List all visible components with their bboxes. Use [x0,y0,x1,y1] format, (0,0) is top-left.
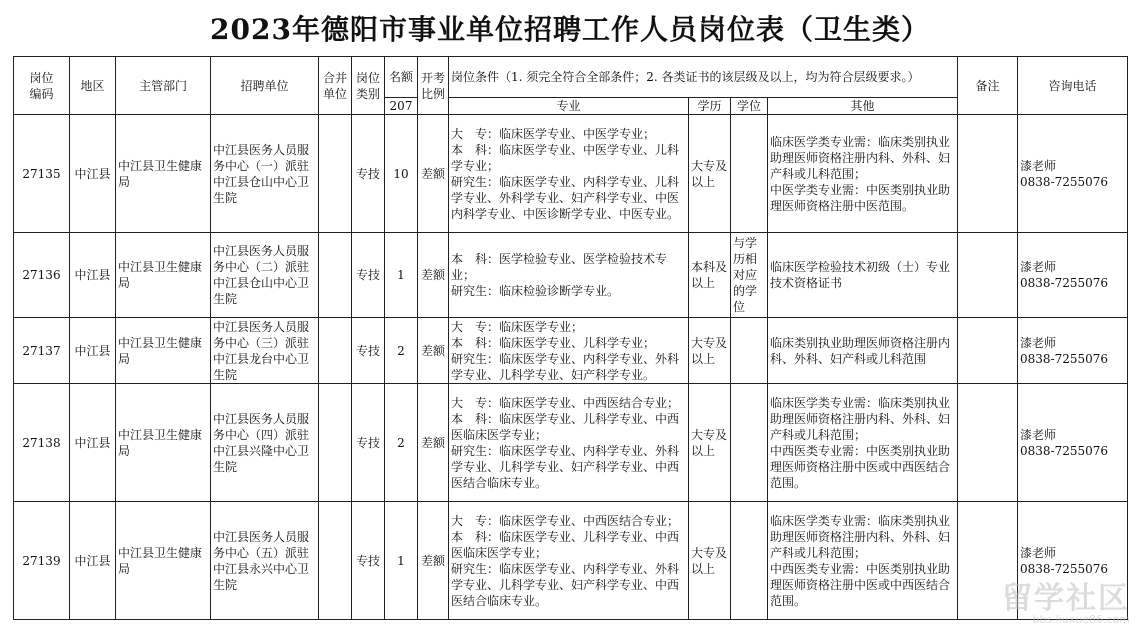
phone-cell: 漆老师 0838-7255076 [1018,233,1128,318]
category-cell: 专技 [352,384,385,502]
major-cell: 大 专：临床医学专业、中医学专业； 本 科：临床医学专业、中医学专业、儿科学专业； 研究生：临床医学专业、内科学专业、儿科学专业、外科学专业、妇产科学专业、中医内科学专业、中医诊断学专业、中医专业。 [449,115,689,233]
ratio-cell: 差额 [418,115,449,233]
ratio-cell: 差额 [418,384,449,502]
table-row [14,115,1128,233]
area-cell: 中江县 [70,384,116,502]
merged-cell [319,115,352,233]
area-cell: 中江县 [70,318,116,384]
degree-cell: 与学历相对应的学位 [731,233,768,318]
header-degree: 学位 [731,98,768,115]
degree-cell [731,384,768,502]
unit-cell: 中江县医务人员服务中心（二）派驻中江县仓山中心卫生院 [211,233,319,318]
quota-cell: 10 [385,115,418,233]
quota-cell: 2 [385,384,418,502]
watermark-url: bbs.liuxue86.com [1032,613,1130,626]
code-cell: 27135 [14,115,70,233]
other-cell: 临床医学检验技术初级（士）专业技术资格证书 [768,233,958,318]
note-cell [958,115,1018,233]
ratio-cell: 差额 [418,318,449,384]
page-title: 2023年德阳市事业单位招聘工作人员岗位表（卫生类） [210,13,930,46]
phone-cell: 漆老师 0838-7255076 [1018,502,1128,620]
dept-cell: 中江县卫生健康局 [116,233,211,318]
category-cell: 专技 [352,318,385,384]
header-category: 岗位 类别 [352,57,385,115]
watermark-logo [960,581,1130,628]
edu-cell: 大专及以上 [689,384,731,502]
merged-cell [319,318,352,384]
table-row [14,384,1128,502]
note-cell [958,384,1018,502]
table-row [14,233,1128,318]
dept-cell: 中江县卫生健康局 [116,384,211,502]
unit-cell: 中江县医务人员服务中心（四）派驻中江县兴隆中心卫生院 [211,384,319,502]
header-dept: 主管部门 [116,57,211,115]
table-row [14,318,1128,384]
header-quota-total: 207 [385,98,418,115]
area-cell: 中江县 [70,233,116,318]
degree-cell [731,318,768,384]
degree-cell [731,502,768,620]
header-area: 地区 [70,57,116,115]
code-cell: 27137 [14,318,70,384]
ratio-cell: 差额 [418,233,449,318]
major-cell: 大 专：临床医学专业、中西医结合专业； 本 科：临床医学专业、儿科学专业、中西医临床医学专业； 研究生：临床医学专业、内科学专业、外科学专业、儿科学专业、妇产科学专业、中西医结合临床专业。 [449,502,689,620]
edu-cell: 大专及以上 [689,502,731,620]
other-cell: 临床类别执业助理医师资格注册内科、外科、妇产科或儿科范围 [768,318,958,384]
quota-cell: 1 [385,233,418,318]
dept-cell: 中江县卫生健康局 [116,502,211,620]
header-conditions: 岗位条件（1. 须完全符合全部条件；2. 各类证书的该层级及以上，均为符合层级要求。） [449,57,958,98]
category-cell: 专技 [352,233,385,318]
header-other: 其他 [768,98,958,115]
other-cell: 临床医学类专业需：临床类别执业助理医师资格注册内科、外科、妇产科或儿科范围； 中西医类专业需：中医类别执业助理医师资格注册中医或中西医结合范围。 [768,384,958,502]
header-edu: 学历 [689,98,731,115]
other-cell: 临床医学类专业需：临床类别执业助理医师资格注册内科、外科、妇产科或儿科范围； 中医学类专业需：中医类别执业助理医师资格注册中医范围。 [768,115,958,233]
other-cell: 临床医学类专业需：临床类别执业助理医师资格注册内科、外科、妇产科或儿科范围； 中西医类专业需：中医类别执业助理医师资格注册中医或中西医结合范围。 [768,502,958,620]
major-cell: 本 科：医学检验专业、医学检验技术专业； 研究生：临床检验诊断学专业。 [449,233,689,318]
header-row [14,57,1128,98]
quota-cell: 1 [385,502,418,620]
header-unit: 招聘单位 [211,57,319,115]
header-code: 岗位 编码 [14,57,70,115]
dept-cell: 中江县卫生健康局 [116,318,211,384]
area-cell: 中江县 [70,502,116,620]
degree-cell [731,115,768,233]
header-ratio: 开考 比例 [418,57,449,115]
code-cell: 27138 [14,384,70,502]
header-phone: 咨询电话 [1018,57,1128,115]
major-cell: 大 专：临床医学专业； 本 科：临床医学专业、儿科学专业； 研究生：临床医学专业、内科学专业、外科学专业、儿科学专业、妇产科学专业。 [449,318,689,384]
quota-cell: 2 [385,318,418,384]
phone-cell: 漆老师 0838-7255076 [1018,384,1128,502]
edu-cell: 大专及以上 [689,318,731,384]
category-cell: 专技 [352,115,385,233]
note-cell [958,233,1018,318]
header-major: 专业 [449,98,689,115]
job-table [13,56,1128,620]
header-note: 备注 [958,57,1018,115]
merged-cell [319,502,352,620]
unit-cell: 中江县医务人员服务中心（三）派驻中江县龙台中心卫生院 [211,318,319,384]
dept-cell: 中江县卫生健康局 [116,115,211,233]
phone-cell: 漆老师 0838-7255076 [1018,115,1128,233]
merged-cell [319,233,352,318]
category-cell: 专技 [352,502,385,620]
code-cell: 27139 [14,502,70,620]
unit-cell: 中江县医务人员服务中心（一）派驻中江县仓山中心卫生院 [211,115,319,233]
major-cell: 大 专：临床医学专业、中西医结合专业； 本 科：临床医学专业、儿科学专业、中西医临床医学专业； 研究生：临床医学专业、内科学专业、外科学专业、儿科学专业、妇产科学专业、中西医结合临床专业。 [449,384,689,502]
code-cell: 27136 [14,233,70,318]
unit-cell: 中江县医务人员服务中心（五）派驻中江县永兴中心卫生院 [211,502,319,620]
watermark-text: 留学社区 [1002,581,1130,616]
note-cell [958,318,1018,384]
phone-cell: 漆老师 0838-7255076 [1018,318,1128,384]
edu-cell: 本科及以上 [689,233,731,318]
merged-cell [319,384,352,502]
header-merged: 合并 单位 [319,57,352,115]
area-cell: 中江县 [70,115,116,233]
header-quota: 名额 [385,57,418,98]
edu-cell: 大专及以上 [689,115,731,233]
ratio-cell: 差额 [418,502,449,620]
